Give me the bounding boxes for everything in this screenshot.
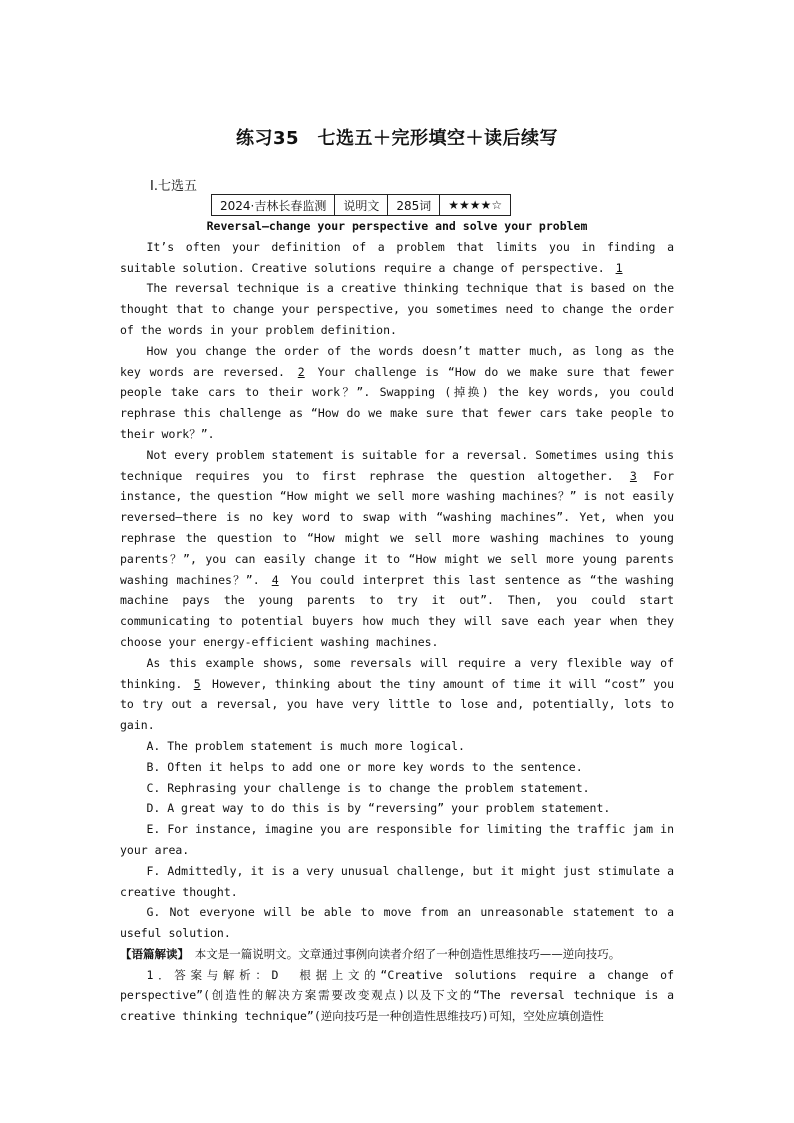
info-source: 2024·吉林长春监测 [212, 195, 335, 216]
option-g: G. Not everyone will be able to move from an unreasonable statement to a useful solution. [120, 905, 674, 941]
paragraph-5: As this example shows, some reversals will require a very flexible way of thinking. 5 However, thinking about the tiny amount of time it will “cost” you to try out a reversal, you have very little to lose and, potentially, lots to gain. [120, 655, 674, 733]
blank-3: 3 [629, 468, 637, 483]
option-a: A. The problem statement is much more logical. [146, 738, 465, 753]
blank-4: 4 [271, 572, 279, 587]
paragraph-1: It’s often your definition of a problem that limits you in finding a suitable solution. Creative solutions require a change of perspective. 1 [120, 239, 674, 275]
passage [120, 216, 674, 1027]
paragraph-3: How you change the order of the words doesn’t matter much, as long as the key words are reversed. 2 Your challenge is “How do we make sure that fewer people take cars to their work？”. Swapping (掉换) the key words, you could rephrase this challenge as “How do we make sure that fewer cars take people to their work？”. [120, 343, 674, 441]
blank-2: 2 [297, 364, 305, 379]
info-table [211, 194, 511, 216]
option-b: B. Often it helps to add one or more key words to the sentence. [146, 759, 583, 774]
analysis-heading: 【语篇解读】 [120, 946, 184, 961]
section-label: Ⅰ.七选五 [150, 179, 197, 194]
article-title: Reversal—change your perspective and solve your problem [206, 219, 588, 233]
option-d: D. A great way to do this is by “reversing” your problem statement. [146, 801, 611, 816]
answer-explanation-1: 1．答案与解析：D 根据上文的“Creative solutions require a change of perspective”(创造性的解决方案需要改变观点)以及下文的“The reversal technique is a creative thinking technique”(逆向技巧是一种创造性思维技巧)可知，空处应填创造性 [120, 967, 674, 1024]
paragraph-4: Not every problem statement is suitable for a reversal. Sometimes using this technique requires you to first rephrase the question altogether. 3 For instance, the question “How might we sell more washing machines？” is not easily reversed—there is no key word to swap with “washing machines”. Yet, when you rephrase the question to “How might we sell more washing machines to young parents？”, you can easily change it to “How might we sell more young parents washing machines？”. 4 You could interpret this last sentence as “the washing machine pays the young parents to try it out”. Then, you could start communicating to potential buyers how much they will save each year when they choose your energy-efficient washing machines. [120, 447, 674, 649]
blank-5: 5 [193, 676, 201, 691]
paragraph-2: The reversal technique is a creative thinking technique that is based on the thought that to change your perspective, you sometimes need to change the order of the words in your problem definition. [120, 281, 674, 337]
info-word-count: 285词 [388, 195, 440, 216]
page-title: 练习35 七选五＋完形填空＋读后续写 [235, 128, 559, 149]
info-difficulty-stars: ★★★★☆ [440, 195, 511, 216]
info-genre: 说明文 [335, 195, 388, 216]
option-e: E. For instance, imagine you are responsible for limiting the traffic jam in your area. [120, 822, 674, 857]
analysis-paragraph: 【语篇解读】 本文是一篇说明文。文章通过事例向读者介绍了一种创造性思维技巧——逆向技巧。 [120, 946, 621, 961]
blank-1: 1 [615, 260, 623, 275]
option-f: F. Admittedly, it is a very unusual challenge, but it might just stimulate a creative thought. [120, 863, 674, 899]
option-c: C. Rephrasing your challenge is to change the problem statement. [146, 780, 590, 795]
